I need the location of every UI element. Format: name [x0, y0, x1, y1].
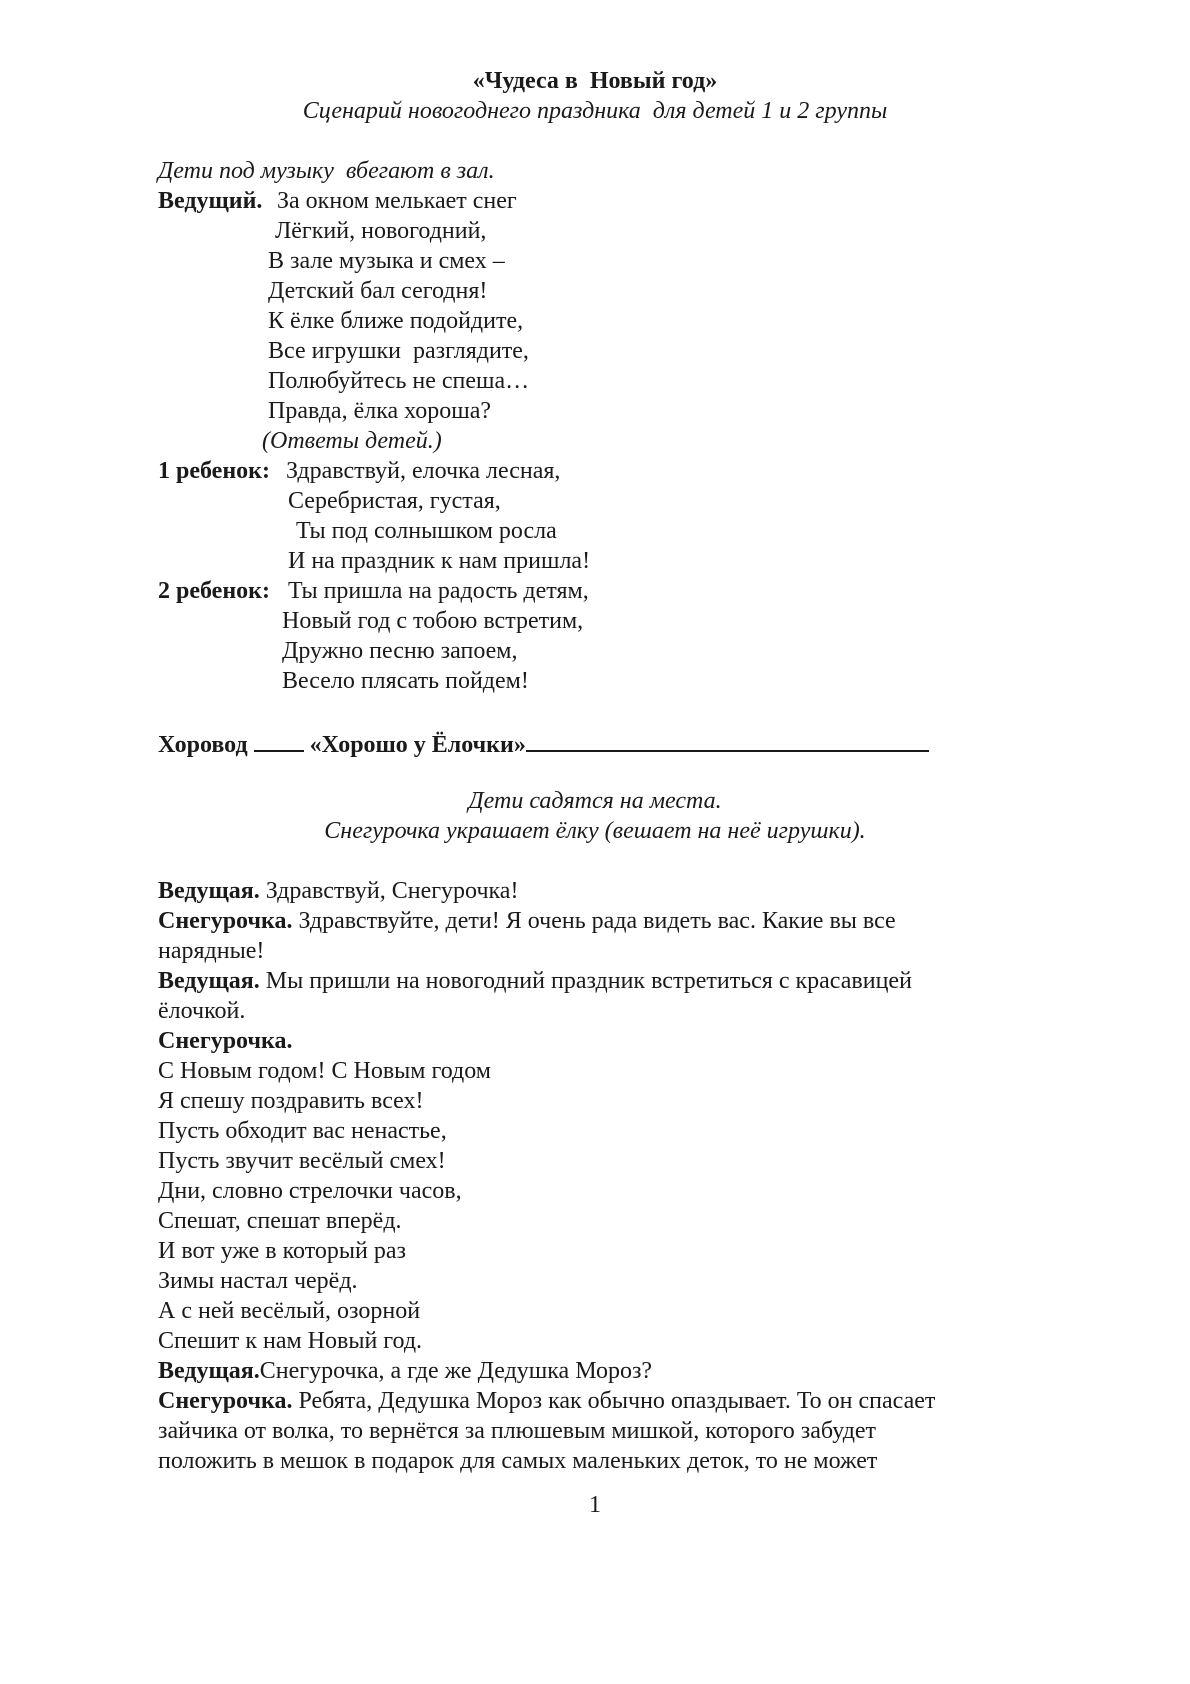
verse-line: К ёлке ближе подойдите, [268, 308, 524, 334]
dialogue-line [158, 1386, 935, 1416]
verse-line: И на праздник к нам пришла! [288, 548, 591, 574]
verse-line: Все игрушки разглядите, [268, 338, 529, 364]
page-title: «Чудеса в Новый год» [472, 68, 718, 94]
dialogue-line [158, 1026, 292, 1056]
verse-line: Пусть обходит вас ненастье, [158, 1118, 447, 1144]
speaker-child-1: 1 ребенок: [158, 458, 270, 484]
verse-line: В зале музыка и смех – [268, 248, 505, 274]
khorovod-line [158, 728, 929, 760]
verse-line: Зимы настал черёд. [158, 1268, 358, 1294]
line-text: Мы пришли на новогодний праздник встретиться с красавицей [259, 968, 912, 994]
stage-direction-sit: Дети садятся на места. [468, 788, 722, 814]
verse-line: Ты под солнышком росла [296, 518, 557, 544]
speaker: Ведущая. [158, 1358, 260, 1384]
stage-direction-decorate: Снегурочка украшает ёлку (вешает на неё игрушки). [324, 818, 866, 844]
speaker: Ведущая. [158, 968, 260, 994]
dialogue-line [158, 906, 896, 936]
verse-line: Серебристая, густая, [288, 488, 501, 514]
verse-line: Я спешу поздравить всех! [158, 1088, 424, 1114]
verse-line: Новый год с тобою встретим, [282, 608, 584, 634]
dialogue-line [158, 966, 912, 996]
page-number: 1 [589, 1492, 601, 1518]
dialogue-line [158, 1416, 876, 1446]
verse-line: Правда, ёлка хороша? [268, 398, 492, 424]
stage-direction-answers: (Ответы детей.) [262, 428, 442, 454]
line-text: ёлочкой. [158, 998, 246, 1024]
speaker: Снегурочка. [158, 1028, 293, 1054]
verse-line: Пусть звучит весёлый смех! [158, 1148, 446, 1174]
dialogue-line [158, 876, 518, 906]
speaker-child-2: 2 ребенок: [158, 578, 270, 604]
verse-line: Здравствуй, елочка лесная, [286, 458, 561, 484]
khorovod-song: «Хорошо у Ёлочки» [309, 732, 526, 758]
khorovod-label: Хоровод [158, 732, 248, 758]
line-text: зайчика от волка, то вернётся за плюшевым мишкой, которого забудет [158, 1418, 877, 1444]
verse-line: Весело плясать пойдем! [282, 668, 529, 694]
verse-line: Лёгкий, новогодний, [275, 218, 487, 244]
verse-line: Спешат, спешат вперёд. [158, 1208, 402, 1234]
page-subtitle: Сценарий новогоднего праздника для детей 1 и 2 группы [302, 98, 888, 124]
line-text: Здравствуйте, дети! Я очень рада видеть вас. Какие вы все [292, 908, 896, 934]
verse-line: За окном мелькает снег [277, 188, 517, 214]
verse-line: Дружно песню запоем, [282, 638, 518, 664]
verse-line: И вот уже в который раз [158, 1238, 407, 1264]
verse-line: С Новым годом! С Новым годом [158, 1058, 491, 1084]
blank-underline [254, 728, 304, 752]
line-text: положить в мешок в подарок для самых маленьких деток, то не может [158, 1448, 878, 1474]
verse-line: Полюбуйтесь не спеша… [268, 368, 530, 394]
dialogue-line [158, 1356, 652, 1386]
speaker: Снегурочка. [158, 908, 293, 934]
verse-line: Дни, словно стрелочки часов, [158, 1178, 462, 1204]
dialogue-line [158, 996, 245, 1026]
dialogue-line [158, 1446, 877, 1476]
line-text: нарядные! [158, 938, 265, 964]
dialogue-line [158, 936, 264, 966]
speaker: Снегурочка. [158, 1388, 293, 1414]
stage-direction-intro: Дети под музыку вбегают в зал. [158, 158, 495, 184]
line-text: Снегурочка, а где же Дедушка Мороз? [259, 1358, 653, 1384]
speaker: Ведущая. [158, 878, 260, 904]
line-text: Здравствуй, Снегурочка! [259, 878, 519, 904]
speaker-host: Ведущий. [158, 188, 263, 214]
verse-line: Ты пришла на радость детям, [288, 578, 589, 604]
verse-line: Спешит к нам Новый год. [158, 1328, 423, 1354]
line-text: Ребята, Дедушка Мороз как обычно опаздывает. То он спасает [292, 1388, 936, 1414]
verse-line: Детский бал сегодня! [268, 278, 488, 304]
blank-underline [526, 728, 929, 752]
verse-line: А с ней весёлый, озорной [158, 1298, 421, 1324]
